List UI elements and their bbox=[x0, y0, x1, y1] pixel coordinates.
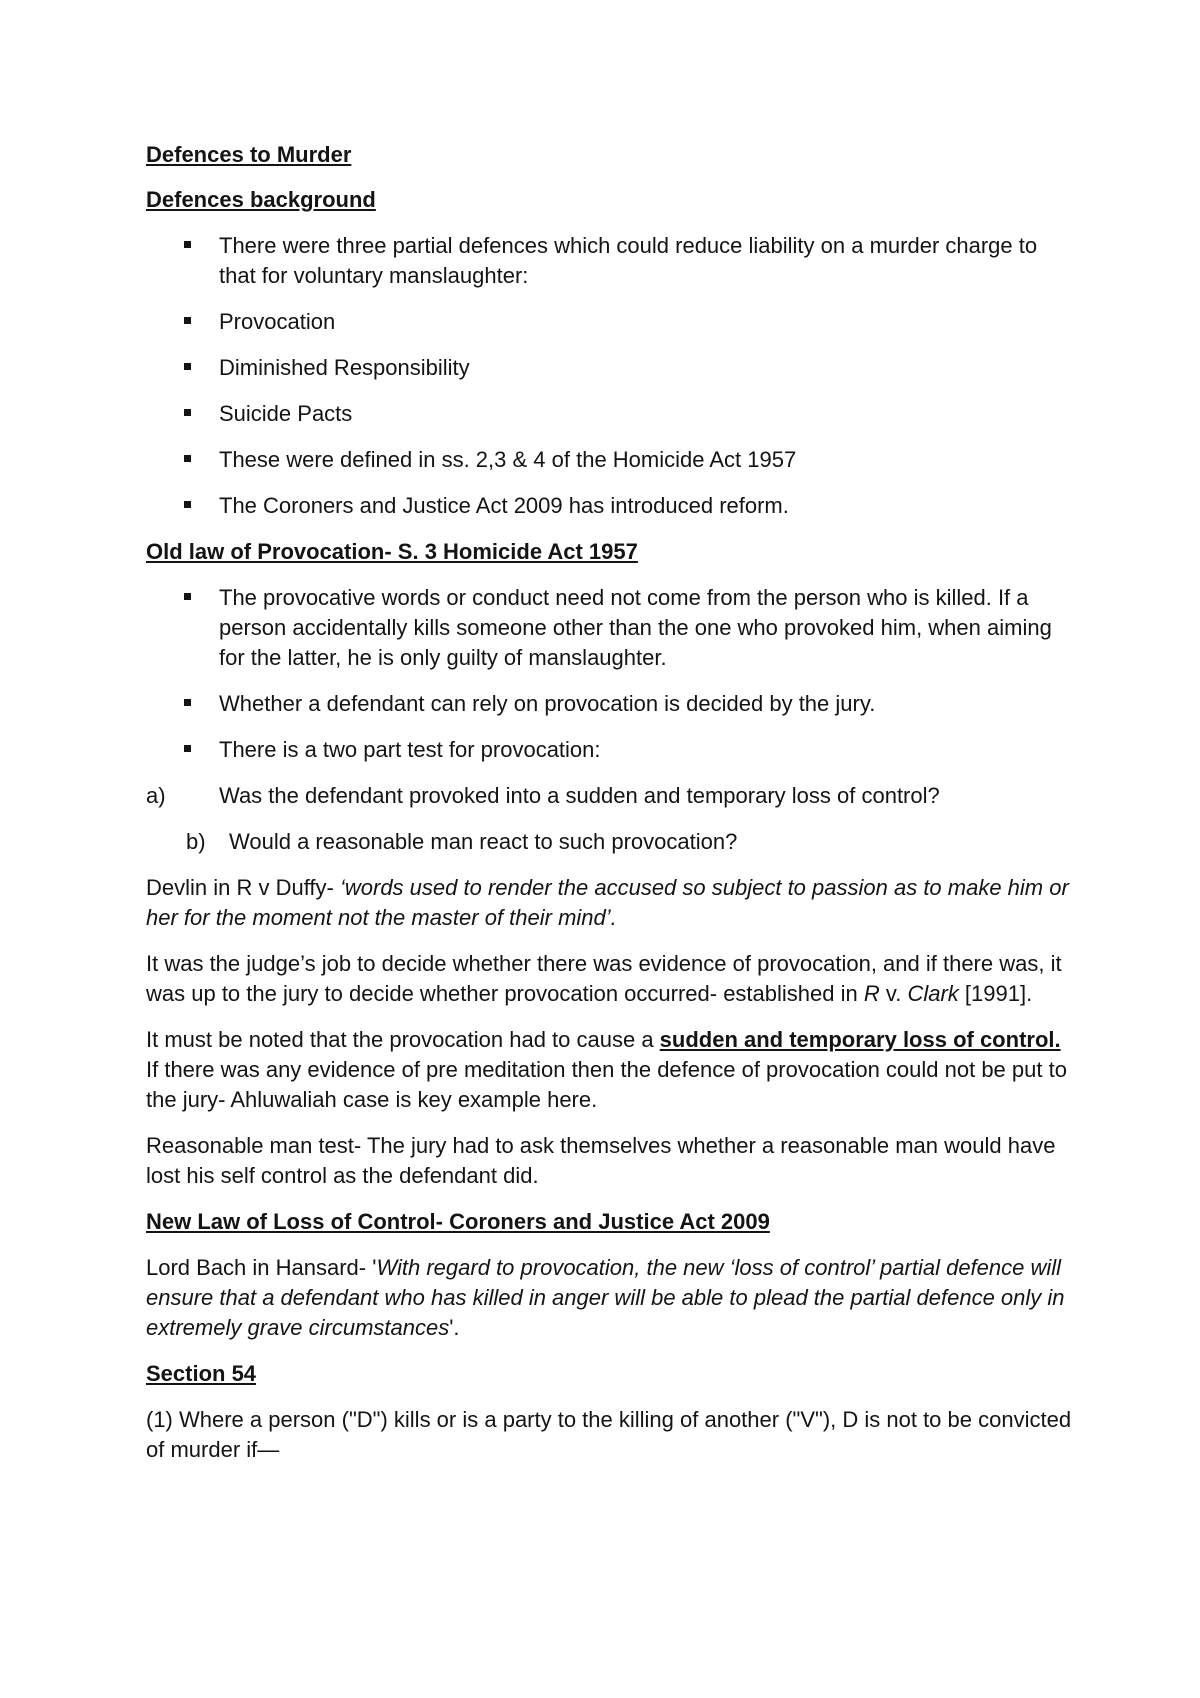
background-bullet-list bbox=[146, 231, 1076, 521]
square-bullet-icon bbox=[184, 241, 191, 248]
list-marker-b: b) bbox=[186, 829, 206, 854]
list-item: Whether a defendant can rely on provocation is decided by the jury. bbox=[146, 689, 1076, 719]
square-bullet-icon bbox=[184, 745, 191, 752]
bach-quote: With regard to provocation, the new ‘loss of control’ partial defence will ensure that a defendant who has killed in anger will be able to plead the partial defence only in extremely grave circumstances bbox=[146, 1255, 1065, 1340]
sudden-loss-emphasis: sudden and temporary loss of control. bbox=[659, 1027, 1061, 1052]
sudden-loss-paragraph: It must be noted that the provocation had to cause a sudden and temporary loss of control. If there was any evidence of pre meditation then the defence of provocation could not be put to the jury- Ahluwaliah case is key example here. bbox=[146, 1027, 1067, 1112]
heading-defences-background: Defences background bbox=[146, 187, 376, 212]
old-law-bullet-list bbox=[146, 583, 1076, 765]
test-part-b bbox=[146, 827, 1076, 857]
duffy-quote: ‘words used to render the accused so subject to passion as to make him or her for the moment not the master of their mind’. bbox=[146, 875, 1069, 930]
page-title: Defences to Murder bbox=[146, 142, 352, 167]
document-body bbox=[146, 140, 1076, 1481]
square-bullet-icon bbox=[184, 501, 191, 508]
square-bullet-icon bbox=[184, 593, 191, 600]
test-part-b-text: Would a reasonable man react to such provocation? bbox=[229, 829, 738, 854]
list-item: These were defined in ss. 2,3 & 4 of the Homicide Act 1957 bbox=[146, 445, 1076, 475]
list-item: The provocative words or conduct need not come from the person who is killed. If a person accidentally kills someone other than the one who provoked him, when aiming for the latter, he is only guilty of manslaughter. bbox=[146, 583, 1076, 673]
list-item: There were three partial defences which could reduce liability on a murder charge to that for voluntary manslaughter: bbox=[146, 231, 1076, 291]
list-item: Provocation bbox=[146, 307, 1076, 337]
bach-paragraph: Lord Bach in Hansard- 'With regard to provocation, the new ‘loss of control’ partial defence will ensure that a defendant who has killed in anger will be able to plead the partial defence only in extremely grave circumstances'. bbox=[146, 1255, 1065, 1340]
list-item: There is a two part test for provocation: bbox=[146, 735, 1076, 765]
square-bullet-icon bbox=[184, 409, 191, 416]
case-name-clark: Clark bbox=[907, 981, 959, 1006]
test-part-a bbox=[146, 781, 1076, 811]
square-bullet-icon bbox=[184, 363, 191, 370]
list-item: The Coroners and Justice Act 2009 has introduced reform. bbox=[146, 491, 1076, 521]
judge-paragraph: It was the judge’s job to decide whether there was evidence of provocation, and if there was, it was up to the jury to decide whether provocation occurred- established in R v. Clark [1991]. bbox=[146, 951, 1062, 1006]
heading-new-law-loss-of-control: New Law of Loss of Control- Coroners and Justice Act 2009 bbox=[146, 1209, 770, 1234]
test-part-a-text: Was the defendant provoked into a sudden and temporary loss of control? bbox=[219, 783, 940, 808]
list-item: Diminished Responsibility bbox=[146, 353, 1076, 383]
heading-old-law-provocation: Old law of Provocation- S. 3 Homicide Act 1957 bbox=[146, 539, 638, 564]
square-bullet-icon bbox=[184, 455, 191, 462]
list-item: Suicide Pacts bbox=[146, 399, 1076, 429]
square-bullet-icon bbox=[184, 317, 191, 324]
section-54-text: (1) Where a person ("D") kills or is a party to the killing of another ("V"), D is not to be convicted of murder if— bbox=[146, 1407, 1072, 1462]
heading-section-54: Section 54 bbox=[146, 1361, 257, 1386]
reasonable-man-paragraph: Reasonable man test- The jury had to ask themselves whether a reasonable man would have lost his self control as the defendant did. bbox=[146, 1133, 1056, 1188]
case-name-r: R bbox=[863, 981, 880, 1006]
duffy-paragraph: Devlin in R v Duffy- ‘words used to render the accused so subject to passion as to make him or her for the moment not the master of their mind’. bbox=[146, 875, 1069, 930]
list-marker-a: a) bbox=[146, 783, 166, 808]
square-bullet-icon bbox=[184, 699, 191, 706]
